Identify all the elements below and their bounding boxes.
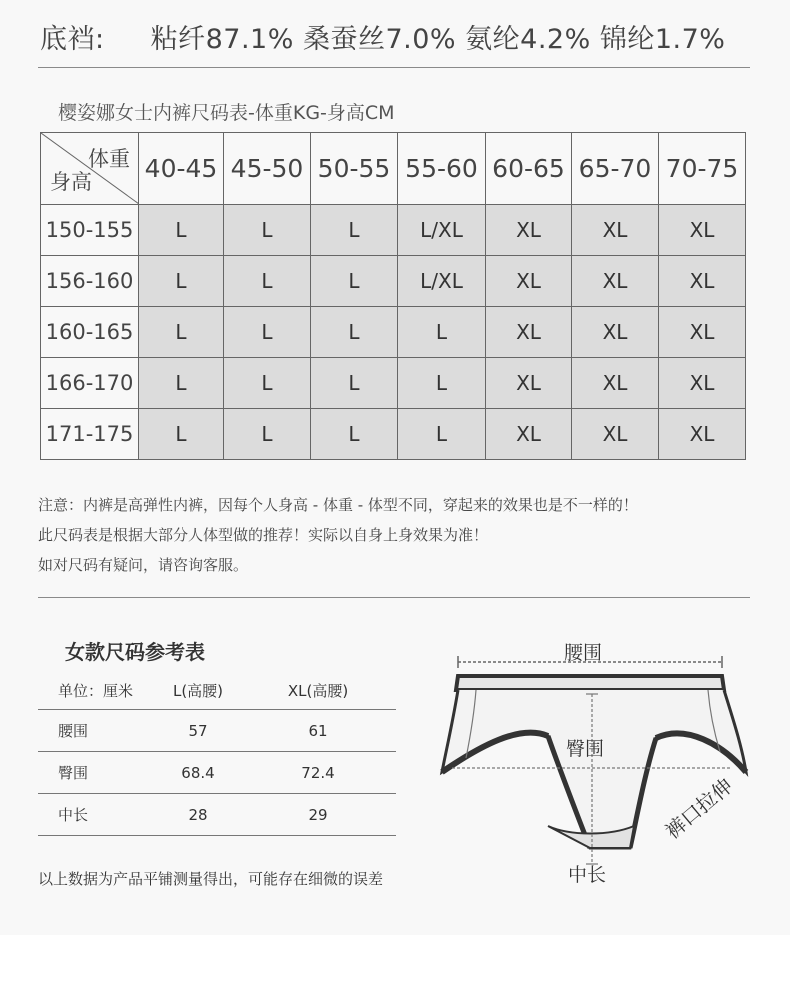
size-cell: L — [139, 256, 224, 307]
size-chart-header-row — [41, 133, 746, 205]
measure-name: 臀围 — [58, 764, 89, 782]
size-cell: L — [398, 409, 486, 460]
table-row — [41, 409, 746, 460]
weight-col-header: 50-55 — [311, 133, 398, 205]
height-row-header: 171-175 — [41, 409, 139, 460]
weight-col-header: 70-75 — [659, 133, 746, 205]
fabric-value: 粘纤87.1% 桑蚕丝7.0% 氨纶4.2% 锦纶1.7% — [150, 23, 726, 55]
size-chart-title: 樱姿娜女士内裤尺码表-体重KG-身高CM — [58, 102, 395, 124]
hip-label: 臀围 — [566, 738, 605, 760]
table-row — [38, 794, 396, 836]
size-cell: XL — [659, 409, 746, 460]
measure-name: 腰围 — [58, 722, 89, 740]
note-line: 注意：内裤是高弹性内裤，因每个人身高 - 体重 - 体型不同，穿起来的效果也是不一样的！ — [38, 496, 638, 514]
size-cell: XL — [572, 205, 659, 256]
measure-value: 72.4 — [301, 763, 335, 782]
size-cell: L — [139, 409, 224, 460]
reference-header-row — [38, 672, 396, 710]
size-cell: XL — [486, 205, 572, 256]
briefs-diagram — [430, 626, 760, 886]
reference-table — [38, 672, 396, 836]
length-label: 中长 — [568, 864, 607, 886]
size-cell: XL — [659, 307, 746, 358]
fabric-label: 底裆: — [40, 23, 105, 55]
measure-value: 57 — [188, 721, 208, 740]
height-row-header: 156-160 — [41, 256, 139, 307]
height-row-header: 166-170 — [41, 358, 139, 409]
measure-name: 中长 — [58, 806, 89, 824]
size-cell: XL — [659, 205, 746, 256]
note-line: 此尺码表是根据大部分人体型做的推荐！实际以自身上身效果为准！ — [38, 526, 489, 544]
size-cell: XL — [486, 358, 572, 409]
size-chart-table — [40, 132, 746, 460]
weight-col-header: 40-45 — [139, 133, 224, 205]
size-cell: L — [398, 307, 486, 358]
size-cell: L — [311, 205, 398, 256]
corner-height-label: 身高 — [50, 170, 92, 194]
size-cell: L — [224, 358, 311, 409]
size-cell: XL — [486, 307, 572, 358]
notes — [38, 490, 638, 580]
measure-value: 29 — [308, 805, 328, 824]
size-cell: L — [311, 256, 398, 307]
waist-label: 腰围 — [564, 642, 603, 664]
size-cell: L — [224, 256, 311, 307]
size-cell: L/XL — [398, 205, 486, 256]
footer-note: 以上数据为产品平铺测量得出，可能存在细微的误差 — [38, 870, 384, 888]
measure-value: 28 — [188, 805, 208, 824]
size-cell: L — [311, 409, 398, 460]
size-xl-header: XL(高腰) — [287, 682, 349, 700]
size-cell: L — [224, 205, 311, 256]
height-row-header: 150-155 — [41, 205, 139, 256]
weight-col-header: 45-50 — [224, 133, 311, 205]
size-cell: L — [139, 205, 224, 256]
table-row — [38, 752, 396, 794]
size-cell: XL — [572, 358, 659, 409]
size-cell: XL — [659, 358, 746, 409]
weight-col-header: 55-60 — [398, 133, 486, 205]
table-row — [41, 205, 746, 256]
size-cell: XL — [572, 307, 659, 358]
corner-cell — [41, 133, 139, 205]
divider-top — [38, 67, 750, 68]
weight-col-header: 60-65 — [486, 133, 572, 205]
table-row — [41, 256, 746, 307]
table-row — [38, 710, 396, 752]
size-cell: L — [311, 307, 398, 358]
size-l-header: L(高腰) — [172, 682, 224, 700]
corner-weight-label: 体重 — [88, 147, 130, 171]
size-cell: L — [139, 307, 224, 358]
size-cell: L — [224, 307, 311, 358]
leg-opening-label: 裤口拉伸 — [660, 773, 738, 844]
measure-value: 61 — [308, 721, 328, 740]
size-cell: XL — [572, 409, 659, 460]
table-row — [41, 307, 746, 358]
note-line: 如对尺码有疑问，请咨询客服。 — [38, 556, 249, 574]
size-cell: XL — [572, 256, 659, 307]
size-cell: L/XL — [398, 256, 486, 307]
size-cell: XL — [659, 256, 746, 307]
size-cell: L — [398, 358, 486, 409]
size-cell: L — [224, 409, 311, 460]
size-cell: XL — [486, 409, 572, 460]
divider-middle — [38, 597, 750, 598]
size-cell: L — [139, 358, 224, 409]
size-cell: L — [311, 358, 398, 409]
size-cell: XL — [486, 256, 572, 307]
unit-header: 单位：厘米 — [58, 682, 134, 700]
reference-title: 女款尺码参考表 — [65, 640, 205, 664]
table-row — [41, 358, 746, 409]
height-row-header: 160-165 — [41, 307, 139, 358]
measure-value: 68.4 — [181, 763, 215, 782]
weight-col-header: 65-70 — [572, 133, 659, 205]
fabric-composition — [40, 14, 750, 58]
